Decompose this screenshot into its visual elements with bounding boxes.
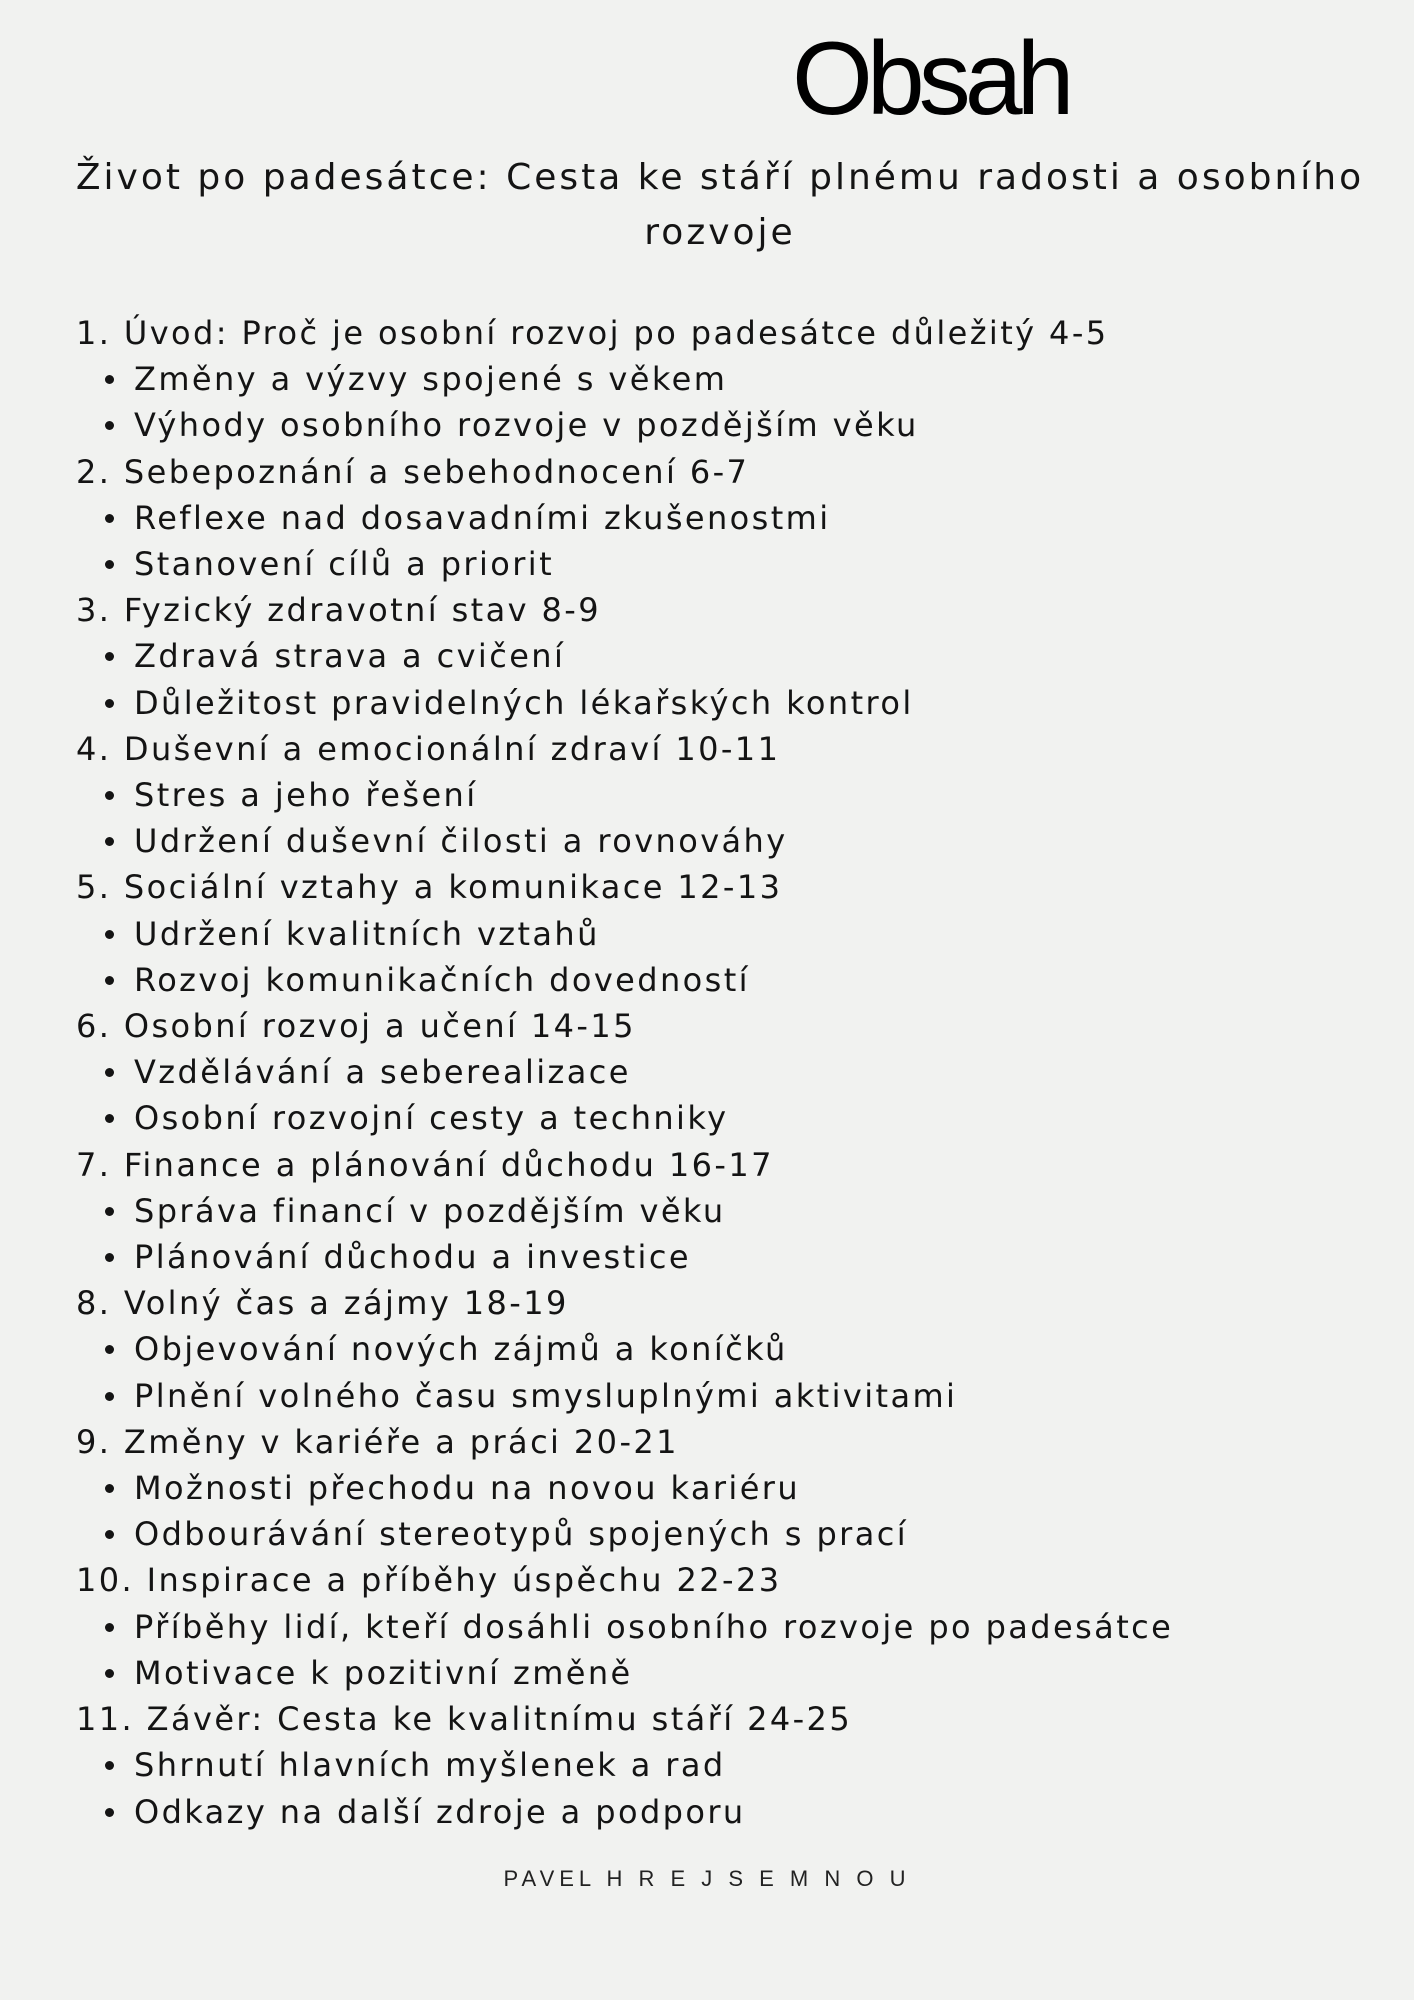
subtopic-item [76,495,1376,541]
chapter-heading: 3. Fyzický zdravotní stav 8-9 [76,591,601,630]
subtopic-label: Udržení kvalitních vztahů [134,914,600,953]
subtopic-item [76,818,1376,864]
bullet-icon [105,1345,114,1354]
bullet-icon [105,1669,114,1678]
subtopic-label: Vzdělávání a seberealizace [134,1053,631,1092]
subtopic-label: Stanovení cílů a priorit [134,545,555,584]
subtopic-item [76,1511,1376,1557]
chapter-heading: 9. Změny v kariéře a práci 20-21 [76,1422,679,1461]
bullet-icon [105,930,114,939]
chapter-subtopics [76,911,1376,1003]
subtopic-label: Správa financí v pozdějším věku [134,1191,726,1230]
bullet-icon [105,1114,114,1123]
bullet-icon [105,1068,114,1077]
subtopic-label: Možnosti přechodu na novou kariéru [134,1469,801,1508]
chapter-4 [76,726,1376,865]
subtopic-item [76,957,1376,1003]
chapter-7 [76,1142,1376,1281]
chapter-subtopics [76,1604,1376,1696]
bullet-icon [105,560,114,569]
subtopic-item [76,1465,1376,1511]
subtopic-label: Plánování důchodu a investice [134,1238,691,1277]
subtopic-label: Odkazy na další zdroje a podporu [134,1792,746,1831]
subtopic-label: Stres a jeho řešení [134,776,478,815]
subtopic-label: Změny a výzvy spojené s věkem [134,360,728,399]
chapter-9 [76,1419,1376,1558]
bullet-icon [105,976,114,985]
subtopic-item [76,541,1376,587]
subtopic-label: Objevování nových zájmů a koníčků [134,1330,788,1369]
subtopic-label: Udržení duševní čilosti a rovnováhy [134,822,788,861]
subtopic-label: Plnění volného času smysluplnými aktivitami [134,1376,958,1415]
chapter-subtopics [76,633,1376,725]
subtopic-item [76,1049,1376,1095]
subtopic-item [76,772,1376,818]
bullet-icon [105,1484,114,1493]
bullet-icon [105,1808,114,1817]
chapter-subtopics [76,1049,1376,1141]
author-footer: PAVEL H R E J S E M N O U [503,1866,911,1891]
bullet-icon [105,514,114,523]
bullet-icon [105,1392,114,1401]
subtopic-item [76,911,1376,957]
chapter-6 [76,1003,1376,1142]
chapter-subtopics [76,1465,1376,1557]
table-of-contents [76,310,1376,1835]
chapter-10 [76,1557,1376,1696]
subtopic-item [76,1326,1376,1372]
chapter-heading: 1. Úvod: Proč je osobní rozvoj po padesátce důležitý 4-5 [76,314,1109,352]
chapter-subtopics [76,1326,1376,1418]
subtopic-item [76,1604,1376,1650]
chapter-2 [76,449,1376,588]
subtopic-item [76,1373,1376,1419]
chapter-heading: 8. Volný čas a zájmy 18-19 [76,1284,569,1323]
bullet-icon [105,699,114,708]
subtopic-item [76,633,1376,679]
chapter-8 [76,1280,1376,1419]
bullet-icon [105,1207,114,1216]
chapter-11 [76,1696,1376,1835]
subtopic-item [76,1742,1376,1788]
page-title: Obsah [792,21,1069,137]
subtopic-item [76,1188,1376,1234]
bullet-icon [105,1253,114,1262]
chapter-1 [76,310,1376,449]
bullet-icon [105,375,114,384]
subtopic-label: Odbourávání stereotypů spojených s prací [134,1515,909,1554]
subtopic-item [76,680,1376,726]
chapter-subtopics [76,495,1376,587]
subtopic-label: Rozvoj komunikačních dovedností [134,960,750,999]
chapter-heading: 11. Závěr: Cesta ke kvalitnímu stáří 24-25 [76,1700,853,1739]
chapter-heading: 6. Osobní rozvoj a učení 14-15 [76,1007,636,1046]
chapter-subtopics [76,1188,1376,1280]
chapter-heading: 7. Finance a plánování důchodu 16-17 [76,1145,774,1184]
chapter-subtopics [76,356,1376,448]
subtopic-label: Výhody osobního rozvoje v pozdějším věku [134,406,919,445]
subtopic-label: Shrnutí hlavních myšlenek a rad [134,1746,726,1785]
bullet-icon [105,421,114,430]
chapter-5 [76,864,1376,1003]
bullet-icon [105,837,114,846]
subtopic-label: Důležitost pravidelných lékařských kontrol [134,683,914,722]
subtopic-label: Zdravá strava a cvičení [134,637,566,676]
subtopic-label: Příběhy lidí, kteří dosáhli osobního rozvoje po padesátce [134,1607,1174,1646]
subtopic-item [76,1095,1376,1141]
subtopic-item [76,1234,1376,1280]
subtopic-item [76,1650,1376,1696]
subtopic-label: Osobní rozvojní cesty a techniky [134,1099,729,1138]
chapter-subtopics [76,1742,1376,1834]
chapter-heading: 4. Duševní a emocionální zdraví 10-11 [76,729,781,768]
chapter-3 [76,587,1376,726]
chapter-subtopics [76,772,1376,864]
subtopic-label: Reflexe nad dosavadními zkušenostmi [134,498,831,537]
bullet-icon [105,652,114,661]
subtopic-label: Motivace k pozitivní změně [134,1653,633,1692]
bullet-icon [105,1623,114,1632]
bullet-icon [105,791,114,800]
chapter-heading: 2. Sebepoznání a sebehodnocení 6-7 [76,452,750,491]
bullet-icon [105,1761,114,1770]
bullet-icon [105,1530,114,1539]
subtopic-item [76,1789,1376,1835]
subtopic-item [76,402,1376,448]
chapter-heading: 10. Inspirace a příběhy úspěchu 22-23 [76,1561,782,1600]
book-subtitle: Život po padesátce: Cesta ke stáří plnému radosti a osobního rozvoje [75,157,1365,253]
chapter-heading: 5. Sociální vztahy a komunikace 12-13 [76,868,783,907]
subtopic-item [76,356,1376,402]
